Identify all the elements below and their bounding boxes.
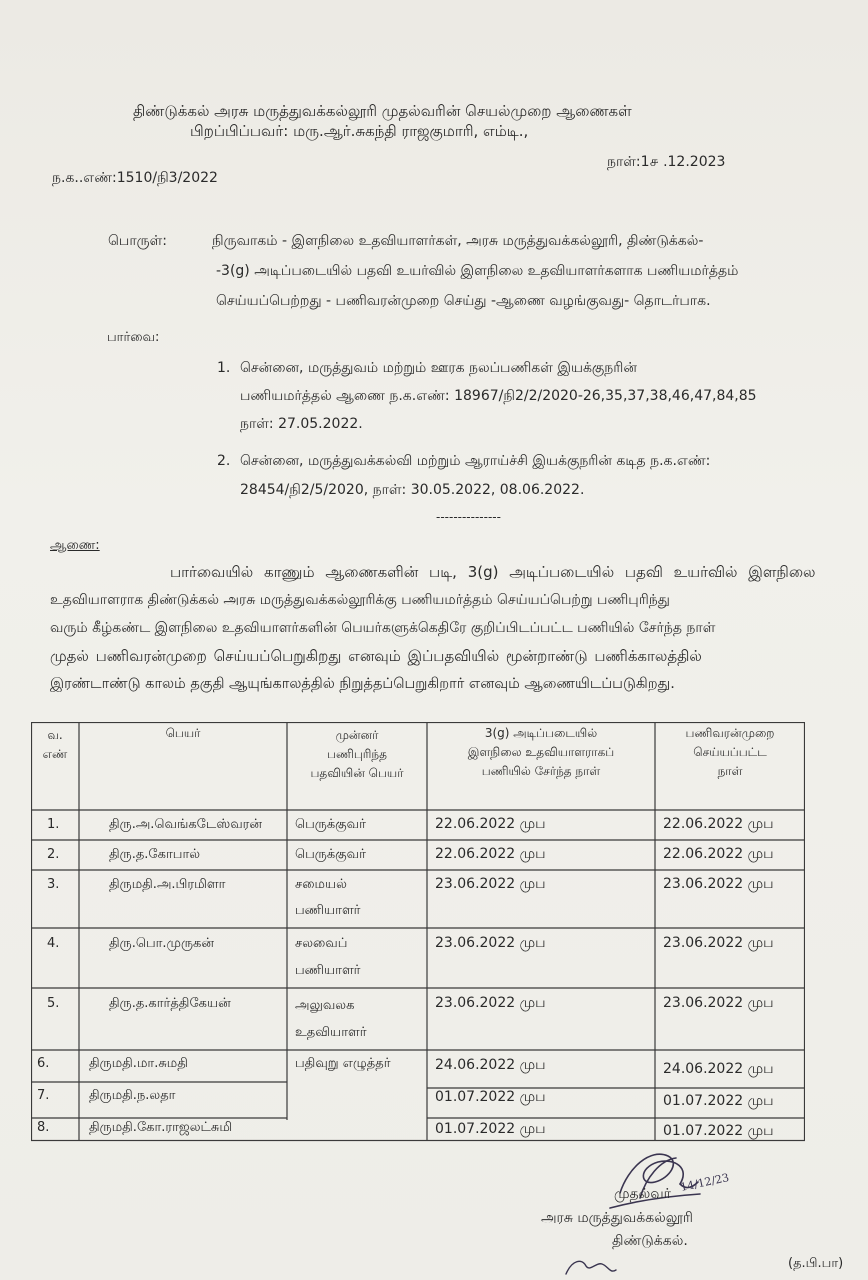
row-sno: 3. <box>47 877 60 892</box>
header-text: நாள் <box>717 764 743 778</box>
header-text: பணிபுரிந்த <box>327 747 387 761</box>
row-previous-post: சமையல் <box>295 877 347 892</box>
order-label: ஆணை: <box>50 538 100 553</box>
row-name: திருமதி.அ.பிரமிளா <box>109 877 226 892</box>
row-joining-date: 24.06.2022 முப <box>435 1057 546 1073</box>
row-joining-date: 22.06.2022 முப <box>435 846 546 862</box>
order-paragraph <box>50 558 820 698</box>
reference-item-line: நாள்: 27.05.2022. <box>240 416 363 432</box>
row-previous-post: பணியாளர் <box>295 903 361 918</box>
row-name: திருமதி.கோ.ராஜலட்சுமி <box>89 1120 233 1135</box>
row-joining-date: 23.06.2022 முப <box>435 935 546 951</box>
reference-item-line: 28454/நி2/5/2020, நாள்: 30.05.2022, 08.06.2022. <box>240 482 585 498</box>
row-sno: 4. <box>47 936 60 951</box>
order-line: வரும் கீழ்கண்ட இளநிலை உதவியாளர்களின் பெயர்களுக்கெதிரே குறிப்பிடப்பட்ட பணியில் சேர்ந்த நாள் <box>50 620 716 636</box>
header-text: 3(g) அடிப்படையில் <box>484 726 598 740</box>
row-joining-date: 23.06.2022 முப <box>435 876 546 892</box>
header-text: இளநிலை உதவியாளராகப் <box>467 745 615 759</box>
header-text: செய்யப்பட்ட <box>693 745 767 759</box>
row-regularisation-date: 01.07.2022 முப <box>663 1093 774 1109</box>
header-previous-post <box>287 726 427 783</box>
row-name: திருமதி.மா.சுமதி <box>89 1056 188 1071</box>
row-joining-date: 22.06.2022 முப <box>435 816 546 832</box>
initials-scribble <box>560 1252 620 1280</box>
row-name: திருமதி.ந.லதா <box>89 1088 176 1103</box>
header-text: பணியில் சேர்ந்த நாள் <box>481 764 601 778</box>
header-text: பெயர் <box>165 726 201 740</box>
row-sno: 1. <box>47 817 60 832</box>
staff-table <box>31 722 805 1142</box>
reference-item-number: 2. <box>217 453 231 469</box>
row-sno: 8. <box>37 1120 50 1135</box>
header-text: பதவியின் பெயர் <box>310 766 404 780</box>
reference-item-line: பணியமர்த்தல் ஆணை ந.க.எண்: 18967/நி2/2/2020-26,35,37,38,46,47,84,85 <box>240 388 757 404</box>
row-name: திரு.த.கோபால் <box>109 847 201 862</box>
signatory-institution: அரசு மருத்துவக்கல்லூரி <box>541 1210 694 1226</box>
row-previous-post: பெருக்குவர் <box>295 847 366 862</box>
row-name: திரு.த.கார்த்திகேயன் <box>109 996 231 1011</box>
row-sno: 2. <box>47 847 60 862</box>
header-regularisation-date <box>655 724 805 781</box>
row-regularisation-date: 23.06.2022 முப <box>663 876 774 892</box>
order-line: உதவியாளராக திண்டுக்கல் அரசு மருத்துவக்கல்லூரிக்கு பணியமர்த்தம் செய்யப்பெற்று பணிபுரிந்து <box>50 592 670 608</box>
header-text: முன்னர் <box>335 728 379 742</box>
order-line: பார்வையில் காணும் ஆணைகளின் படி, 3(g) அடிப்படையில் பதவி உயர்வில் இளநிலை <box>170 563 816 581</box>
header-text: பணிவரன்முறை <box>685 726 775 740</box>
header-text: வ. <box>47 728 63 742</box>
initials-label: (த.பி.பா) <box>788 1256 844 1271</box>
row-regularisation-date: 23.06.2022 முப <box>663 995 774 1011</box>
reference-label: பார்வை: <box>107 330 160 345</box>
signatory-title: முதல்வர் <box>614 1186 671 1202</box>
row-previous-post: அலுவலக <box>295 998 355 1013</box>
subject-line: நிருவாகம் - இளநிலை உதவியாளர்கள், அரசு மருத்துவக்கல்லூரி, திண்டுக்கல்- <box>212 233 704 249</box>
header-name <box>79 724 287 743</box>
row-sno: 6. <box>37 1056 50 1071</box>
row-previous-post: பணியாளர் <box>295 963 361 978</box>
row-name: திரு.அ.வெங்கடேஸ்வரன் <box>109 817 262 832</box>
subject-line: -3(g) அடிப்படையில் பதவி உயர்வில் இளநிலை உதவியாளர்களாக பணியமர்த்தம் <box>216 263 739 279</box>
row-regularisation-date: 22.06.2022 முப <box>663 816 774 832</box>
row-regularisation-date: 22.06.2022 முப <box>663 846 774 862</box>
header-issuer: பிறப்பிப்பவர்: மரு.ஆர்.சுகந்தி ராஜகுமாரி, எம்டி., <box>190 122 529 140</box>
header-text: எண் <box>42 747 68 761</box>
row-joining-date: 01.07.2022 முப <box>435 1089 546 1105</box>
row-regularisation-date: 01.07.2022 முப <box>663 1123 774 1139</box>
subject-label: பொருள்: <box>108 233 167 249</box>
row-sno: 7. <box>37 1088 50 1103</box>
order-line: முதல் பணிவரன்முறை செய்யப்பெறுகிறது எனவும் இப்பதவியில் மூன்றாண்டு பணிக்காலத்தில் <box>50 647 702 665</box>
reference-item-number: 1. <box>217 360 231 376</box>
header-joining-date <box>427 724 655 781</box>
row-previous-post: பெருக்குவர் <box>295 817 366 832</box>
row-previous-post: சலவைப் <box>295 936 348 951</box>
row-joining-date: 23.06.2022 முப <box>435 995 546 1011</box>
row-previous-post: உதவியாளர் <box>295 1025 367 1040</box>
order-date: நாள்:1௪ .12.2023 <box>607 154 726 170</box>
row-name: திரு.பொ.முருகன் <box>109 936 214 951</box>
header-sno <box>31 726 79 764</box>
row-joining-date: 01.07.2022 முப <box>435 1121 546 1137</box>
handwritten-date: 14/12/23 <box>679 1171 731 1194</box>
row-previous-post: பதிவுறு எழுத்தர் <box>295 1056 391 1071</box>
signatory-place: திண்டுக்கல். <box>612 1233 688 1249</box>
reference-item-line: சென்னை, மருத்துவம் மற்றும் ஊரக நலப்பணிகள் இயக்குநரின் <box>240 360 637 376</box>
order-line: இரண்டாண்டு காலம் தகுதி ஆயுங்காலத்தில் நிறுத்தப்பெறுகிறார் எனவும் ஆணையிடப்படுகிறது. <box>50 676 675 692</box>
header-title: திண்டுக்கல் அரசு மருத்துவக்கல்லூரி முதல்வரின் செயல்முறை ஆணைகள் <box>133 102 632 120</box>
row-regularisation-date: 24.06.2022 முப <box>663 1061 774 1077</box>
reference-item-line: சென்னை, மருத்துவக்கல்வி மற்றும் ஆராய்ச்சி இயக்குநரின் கடித ந.க.எண்: <box>240 453 711 469</box>
subject-line: செய்யப்பெற்றது - பணிவரன்முறை செய்து -ஆணை வழங்குவது- தொடர்பாக. <box>216 293 711 309</box>
reference-number: ந.க..எண்:1510/நி3/2022 <box>52 170 218 186</box>
row-regularisation-date: 23.06.2022 முப <box>663 935 774 951</box>
separator-line: --------------- <box>436 510 501 524</box>
row-sno: 5. <box>47 996 60 1011</box>
